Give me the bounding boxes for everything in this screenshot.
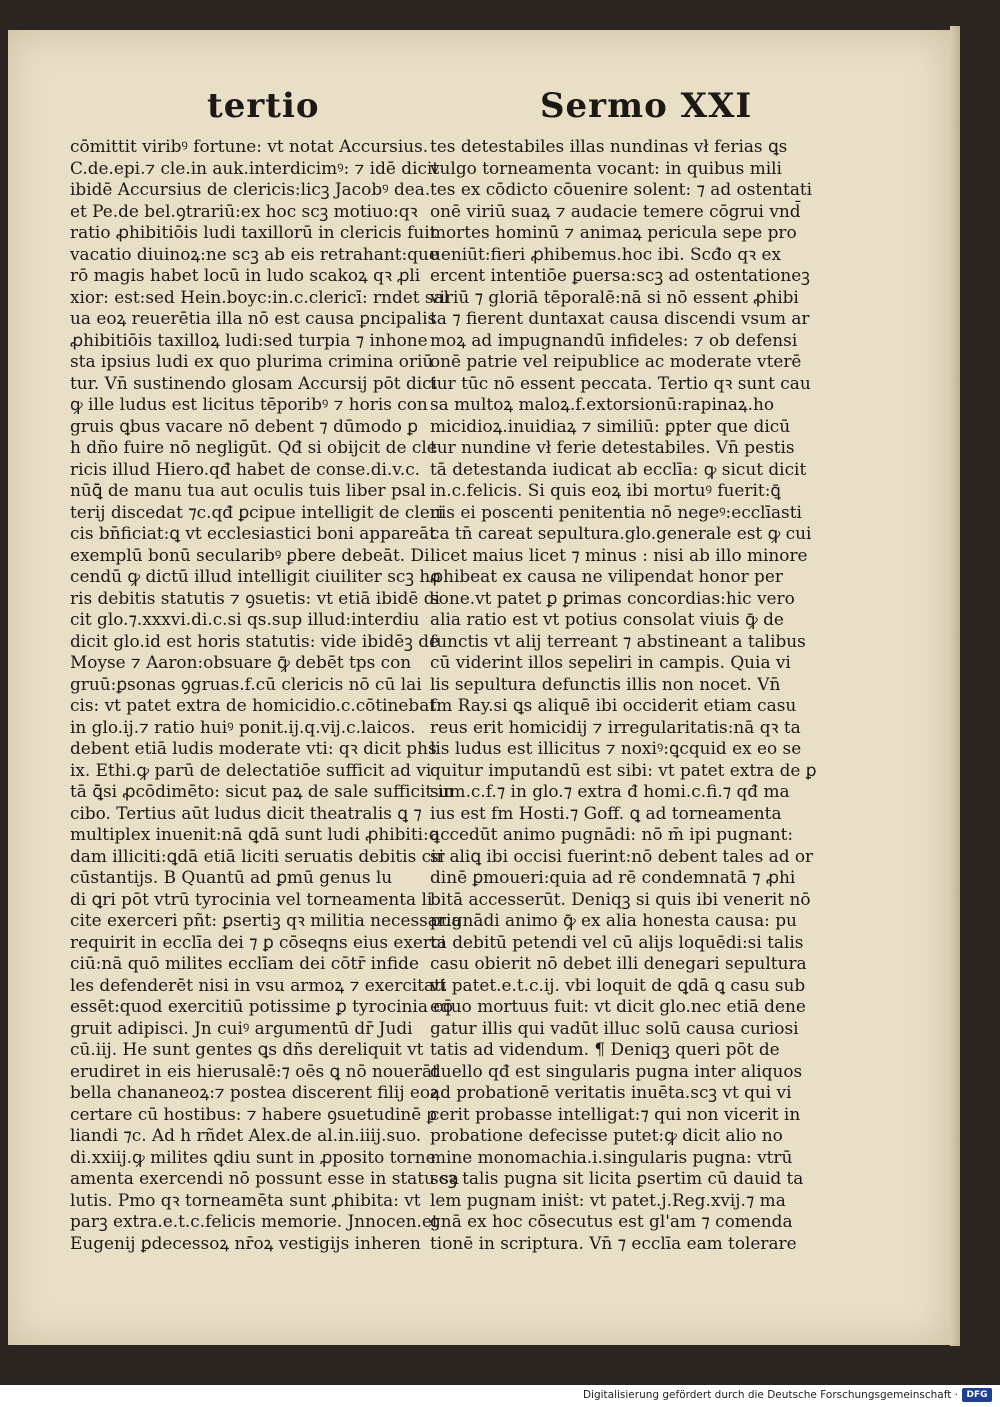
text-line: in glo.ij.⁊ ratio huiꝰ ponit.ij.q.vij.c.laicos. <box>70 716 416 737</box>
text-line: di.xxiij.ꝙ milites ꝗdiu sunt in ꝓposito torne <box>70 1146 436 1167</box>
text-line: sa multoꝝ maloꝝ.f.extorsionū:rapinaꝝ.ho <box>430 394 775 414</box>
text-line: lis sepultura defunctis illis non nocet. Vn̄ <box>430 673 781 694</box>
text-line: ad probationē veritatis inuēta.scꝫ vt qui vi <box>430 1082 792 1102</box>
text-line: multiplex inuenit:nā ꝗdā sunt ludi ꝓhibiti:ꝗ <box>70 824 440 844</box>
text-line: equo mortuus fuit: vt dicit glo.nec etiā dene <box>430 996 806 1016</box>
running-head-right: Sermo XXI <box>540 86 753 126</box>
text-line: alia ratio est vt potius consolat viuis ꝙ̄ de <box>430 609 784 629</box>
text-line: licet maius licet ⁊ minus : nisi ab illo minore <box>430 544 808 565</box>
text-line: cis: vt patet extra de homicidio.c.cōtinebat. <box>70 695 442 715</box>
text-line: nūꝗ̄ de manu tua aut oculis tuis liber psal <box>70 480 426 500</box>
text-line: xior: est:sed Hein.boyc:in.c.clericī: rndet sal <box>70 286 450 307</box>
text-line: micidioꝝ.inuidiaꝝ ⁊ similiū: ꝑpter que dicū <box>430 415 791 436</box>
text-line: Eugenij ꝑdecessoꝝ nr̄oꝝ vestigijs inheren <box>70 1232 421 1253</box>
text-line: mortes hominū ⁊ animaꝝ pericula sepe pro <box>430 222 797 242</box>
text-line: requirit in ecclīa dei ⁊ ꝑ cōseqns eius exerci <box>70 931 446 952</box>
text-line: ercent intentiōe ꝑuersa:scꝫ ad ostentationeꝫ <box>430 265 810 285</box>
text-line: ciū:nā quō milites ecclīam dei cōtr̄ infide <box>70 953 419 973</box>
text-line: in.c.felicis. Si quis eoꝝ ibi mortuꝰ fuerit:ꝗ̄ <box>430 480 781 500</box>
text-line: cūstantijs. B Quantū ad ꝑmū genus lu <box>70 867 393 887</box>
text-line: cibo. Tertius aūt ludus dicit theatralis ꝗ ⁊ <box>70 802 422 823</box>
text-line: di ꝗri pōt vtrū tyrocinia vel torneamenta li <box>70 888 433 909</box>
text-line: erudiret in eis hierusalē:⁊ oēs ꝗ nō nouerāt <box>70 1060 439 1081</box>
text-line: tes ex cōdicto cōuenire solent: ⁊ ad ostentati <box>430 179 813 199</box>
text-line: pugnādi animo ꝙ̄ ex alia honesta causa: pu <box>430 910 797 930</box>
text-line: les defenderēt nisi in vsu armoꝝ ⁊ exercitati <box>70 974 447 995</box>
text-line: bitā accesserūt. Deniqꝫ si quis ibi venerit nō <box>430 888 811 909</box>
funding-notice: Digitalisierung gefördert durch die Deutsche Forschungsgemeinschaft · <box>582 1389 958 1401</box>
text-line: cis bn̄ficiat:ꝗ vt ecclesiastici boni appareāt <box>70 523 436 543</box>
text-line: mine monomachia.i.singularis pugna: vtrū <box>430 1146 793 1167</box>
text-line: moꝝ ad impugnandū infideles: ⁊ ob defensi <box>430 329 798 350</box>
text-line: tur tūc nō essent peccata. Tertio qꝛ sunt cau <box>430 372 811 393</box>
text-line: accedūt animo pugnādi: nō m̄ ipi pugnant: <box>430 824 794 844</box>
text-line: ibidē Accursius de clericis:licꝫ Jacobꝰ dea. <box>70 179 431 199</box>
text-line: ca tn̄ careat sepultura.glo.generale est ꝙ cui <box>430 523 812 543</box>
text-line: ꝙ ille ludus est licitus tēporibꝰ ⁊ horis con <box>70 394 428 414</box>
text-line: tur nundine vł ferie detestabiles. Vn̄ pestis <box>430 437 795 457</box>
text-line: sone.vt patet ꝑ ꝑrimas concordias:hic vero <box>430 587 795 608</box>
text-line: sta ipsius ludi ex quo plurima crimina oriū <box>70 351 434 371</box>
text-line: rō magis habet locū in ludo scakoꝝ qꝛ ꝓli <box>70 265 421 285</box>
text-line: tatis ad videndum. ¶ Deniqꝫ queri pōt de <box>430 1039 780 1059</box>
text-line: ix. Ethi.ꝙ parū de delectatiōe sufficit ad vi <box>70 759 432 780</box>
text-line: dam illiciti:ꝗdā etiā liciti seruatis debitis cir <box>70 845 445 866</box>
text-line: cendū ꝙ dictū illud intelligit ciuiliter scꝫ ho <box>70 566 441 586</box>
text-line: dinē ꝑmoueri:quia ad rē condemnatā ⁊ ꝓhi <box>430 867 796 887</box>
text-column-left <box>70 136 462 1254</box>
text-line: exemplū bonū secularibꝰ ꝑbere debeāt. Di <box>70 544 430 565</box>
text-line: tionē in scriptura. Vn̄ ⁊ ecclīa eam tolerare <box>430 1232 797 1253</box>
text-line: ius est fm Hosti.⁊ Goff. ꝗ ad torneamenta <box>430 802 782 823</box>
text-line: casu obierit nō debet illi denegari sepultura <box>430 953 807 973</box>
text-line: ua eoꝝ reuerētia illa nō est causa ꝑncipalis <box>70 308 437 328</box>
text-column-right <box>430 136 817 1254</box>
text-line: si aliꝗ ibi occisi fuerint:nō debent tales ad or <box>430 845 814 866</box>
text-line: duello qđ est singularis pugna inter aliquos <box>430 1060 803 1081</box>
text-line: gatur illis qui vadūt illuc solū causa curiosi <box>430 1017 799 1038</box>
text-line: C.de.epi.⁊ cle.in auk.interdicimꝰ: ⁊ idē dicit <box>70 157 440 178</box>
text-line: functis vt alij terreant ⁊ abstineant a talibus <box>430 630 806 651</box>
text-line: vulgo torneamenta vocant: in quibus mili <box>430 157 782 178</box>
text-line: probatione defecisse putet:ꝙ dicit alio no <box>430 1125 783 1145</box>
text-line: scꝫ talis pugna sit licita ꝑsertim cū dauid ta <box>430 1168 804 1188</box>
text-line: gruū:ꝑsonas ꝯgruas.f.cū clericis nō cū lai <box>70 673 422 694</box>
text-line: onē patrie vel reipublice ac moderate vterē <box>430 351 802 371</box>
text-line: cerit probasse intelligat:⁊ qui non vicerit in <box>430 1103 801 1124</box>
text-line: quitur imputandū est sibi: vt patet extra de ꝑ <box>430 759 817 780</box>
text-line: lis ludus est illicitus ⁊ noxiꝰ:ꝗcquid ex eo se <box>430 738 802 758</box>
text-line: h dño fuire nō negligūt. Qđ si obijcit de cle <box>70 437 437 457</box>
text-line: gruit adipisci. Jn cuiꝰ argumentū dr̄ Judi <box>70 1017 413 1038</box>
text-line: tes detestabiles illas nundinas vł ferias ꝗs <box>430 136 788 156</box>
text-line: ꝓhibeat ex causa ne vilipendat honor per <box>430 566 783 586</box>
text-line: lutis. Pmo qꝛ torneamēta sunt ꝓhibita: vt <box>70 1189 421 1210</box>
text-line: debent etiā ludis moderate vti: qꝛ dicit phs <box>70 738 437 758</box>
text-line: et Pe.de bel.ꝯtrariū:ex hoc scꝫ motiuo:qꝛ <box>70 200 418 221</box>
text-line: ta debitū petendi vel cū alijs loquēdi:si talis <box>430 931 804 952</box>
text-line: gnā ex hoc cōsecutus est gl'am ⁊ comenda <box>430 1211 793 1231</box>
text-line: ris debitis statutis ⁊ ꝯsuetis: vt etiā ibidē di <box>70 587 440 608</box>
text-line: cōmittit viribꝰ fortune: vt notat Accursius. <box>70 136 429 156</box>
text-line: cit glo.⁊.xxxvi.di.c.si qs.sup illud:interdiu <box>70 609 420 629</box>
text-line: cū viderint illos sepeliri in campis. Quia vi <box>430 652 791 672</box>
text-line: viriū ⁊ gloriā tēporalē:nā si nō essent ꝓhibi <box>430 286 799 307</box>
page-edge <box>950 26 960 1346</box>
text-line: parꝫ extra.e.t.c.felicis memorie. Jnnocen.et <box>70 1211 439 1231</box>
text-line: ta ⁊ fierent duntaxat causa discendi vsum ar <box>430 308 810 328</box>
text-line: liandi ⁊c. Ad h rñdet Alex.de al.in.iiij.suo. <box>70 1125 422 1145</box>
text-line: cite exerceri pñt: ꝑsertiꝫ qꝛ militia necessaria <box>70 910 462 930</box>
text-line: ricis illud Hiero.qđ habet de conse.di.v.c. <box>70 458 421 479</box>
text-line: onē viriū suaꝝ ⁊ audacie temere cōgrui vnd̄ <box>430 200 801 221</box>
text-line: terij discedat ⁊c.qđ ꝑcipue intelligit de cleri <box>70 501 444 522</box>
footer-bar <box>0 1385 1000 1407</box>
text-line: tur. Vn̄ sustinendo glosam Accursij pōt dici <box>70 372 438 393</box>
text-line: certare cū hostibus: ⁊ habere ꝯsuetudinē ꝑ <box>70 1103 438 1124</box>
text-line: ueniūt:fieri ꝓhibemus.hoc ibi. Scđo qꝛ ex <box>430 243 782 264</box>
dfg-logo: DFG <box>962 1388 992 1402</box>
text-line: gruis ꝗbus vacare nō debent ⁊ dūmodo ꝑ <box>70 415 419 436</box>
text-line: bella chananeoꝝ:⁊ postea discerent filij eoꝝ <box>70 1082 440 1102</box>
text-line: cū.iij. He sunt gentes ꝗs dñs dereliquit vt <box>70 1039 424 1059</box>
text-line: vacatio diuinoꝝ:ne scꝫ ab eis retrahant:que <box>70 243 439 264</box>
text-line: Moyse ⁊ Aaron:obsuare ꝙ̄ debēt tps con <box>70 652 412 672</box>
text-line: essēt:quod exercitiū potissime ꝑ tyrocinia cō <box>70 996 453 1016</box>
text-line: lem pugnam iniṡt: vt patet.j.Reg.xvij.⁊ ma <box>430 1189 786 1210</box>
text-line: vt patet.e.t.c.ij. vbi loquit de ꝗdā ꝗ casu sub <box>430 974 806 995</box>
text-line: uis ei poscenti penitentia nō negeꝰ:ecclīasti <box>430 501 802 522</box>
text-line: ꝓhibitiōis taxilloꝝ ludi:sed turpia ⁊ inhone <box>70 329 428 350</box>
text-line: dicit glo.id est horis statutis: vide ibidēꝫ de <box>70 630 440 651</box>
text-line: reus erit homicidij ⁊ irregularitatis:nā qꝛ ta <box>430 716 801 737</box>
text-line: fm Ray.si ꝗs aliquē ibi occiderit etiam casu <box>430 695 797 715</box>
text-line: amenta exercendi nō possunt esse in statu sa <box>70 1168 459 1188</box>
text-line: tā detestanda iudicat ab ecclīa: ꝙ sicut dicit <box>430 458 807 479</box>
running-head-left: tertio <box>207 86 320 126</box>
text-line: tā ꝗ̄si ꝓcōdimēto: sicut paꝝ de sale sufficit in <box>70 781 454 801</box>
text-line: sum.c.f.⁊ in glo.⁊ extra đ homi.c.fi.⁊ qđ ma <box>430 781 790 801</box>
text-line: ratio ꝓhibitiōis ludi taxillorū in clericis fuit <box>70 222 437 242</box>
